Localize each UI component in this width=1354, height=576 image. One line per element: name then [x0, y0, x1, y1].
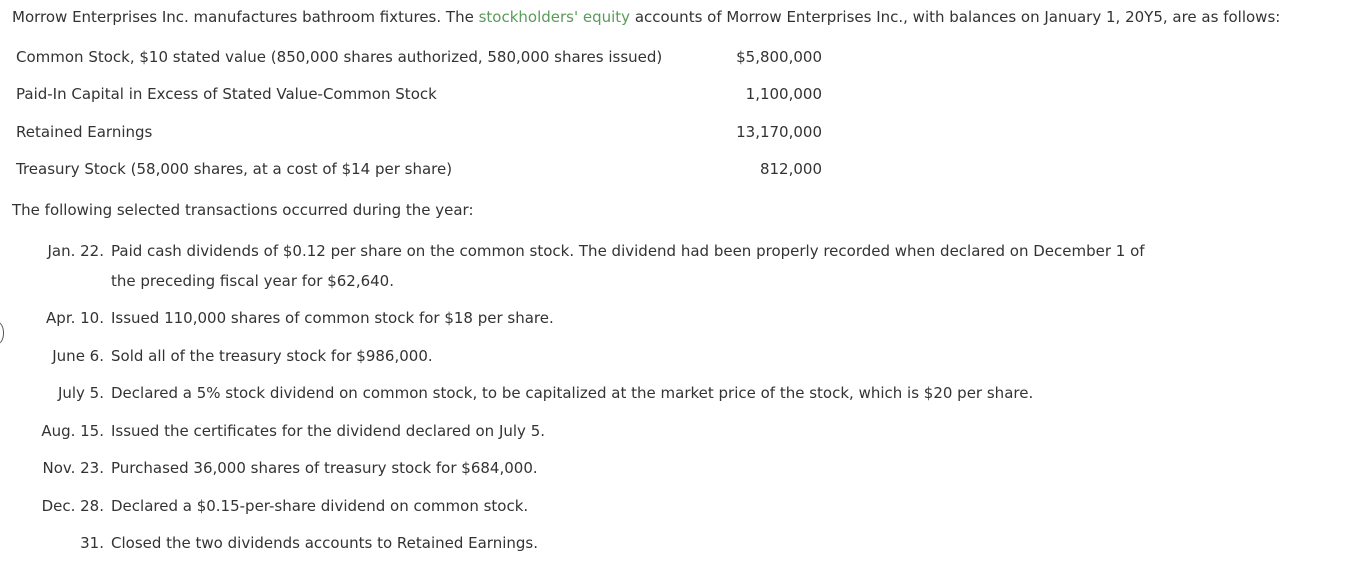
transaction-text-continued: the preceding fiscal year for $62,640.: [111, 272, 394, 290]
balance-row-retained-earnings: [16, 122, 822, 142]
balance-label: Retained Earnings: [16, 123, 153, 141]
balance-amount: $5,800,000: [736, 48, 822, 66]
balance-label: Common Stock, $10 stated value (850,000 shares authorized, 580,000 shares issued): [16, 48, 663, 66]
balance-label: Paid-In Capital in Excess of Stated Value-Common Stock: [16, 85, 437, 103]
transaction-date: July 5.: [57, 384, 104, 402]
transaction-text: Purchased 36,000 shares of treasury stock for $684,000.: [111, 459, 538, 477]
balance-amount: 1,100,000: [745, 85, 822, 103]
intro-text-after: accounts of Morrow Enterprises Inc., with balances on January 1, 20Y5, are as follows:: [630, 8, 1281, 26]
intro-text-before: Morrow Enterprises Inc. manufactures bathroom fixtures. The: [12, 8, 479, 26]
balance-row-treasury-stock: [16, 159, 822, 179]
transaction-text: Paid cash dividends of $0.12 per share on the common stock. The dividend had been properly recorded when declared on December 1 of: [111, 242, 1145, 260]
transaction-date: Apr. 10.: [46, 309, 104, 327]
transaction-text: Issued 110,000 shares of common stock for $18 per share.: [111, 309, 554, 327]
stockholders-equity-link[interactable]: stockholders' equity: [478, 8, 631, 26]
balance-row-paid-in-capital: [16, 84, 822, 104]
transaction-text: Declared a $0.15-per-share dividend on common stock.: [111, 497, 529, 515]
problem-intro: [12, 7, 1280, 27]
balance-label: Treasury Stock (58,000 shares, at a cost of $14 per share): [16, 160, 453, 178]
transactions-intro: The following selected transactions occurred during the year:: [12, 201, 474, 219]
transaction-date: Dec. 28.: [41, 497, 104, 515]
transaction-date: Aug. 15.: [41, 422, 104, 440]
balance-row-common-stock: [16, 47, 822, 67]
transaction-text: Closed the two dividends accounts to Retained Earnings.: [111, 534, 538, 552]
transaction-date: 31.: [80, 534, 104, 552]
transaction-date: Jan. 22.: [47, 242, 104, 260]
balance-amount: 812,000: [759, 160, 822, 178]
partial-circle-icon: [0, 322, 4, 344]
transaction-text: Issued the certificates for the dividend declared on July 5.: [111, 422, 546, 440]
transaction-text: Declared a 5% stock dividend on common stock, to be capitalized at the market price of the stock, which is $20 per share.: [111, 384, 1034, 402]
balance-amount: 13,170,000: [736, 123, 822, 141]
transaction-date: Nov. 23.: [42, 459, 104, 477]
transaction-date: June 6.: [52, 347, 104, 365]
transaction-text: Sold all of the treasury stock for $986,000.: [111, 347, 433, 365]
